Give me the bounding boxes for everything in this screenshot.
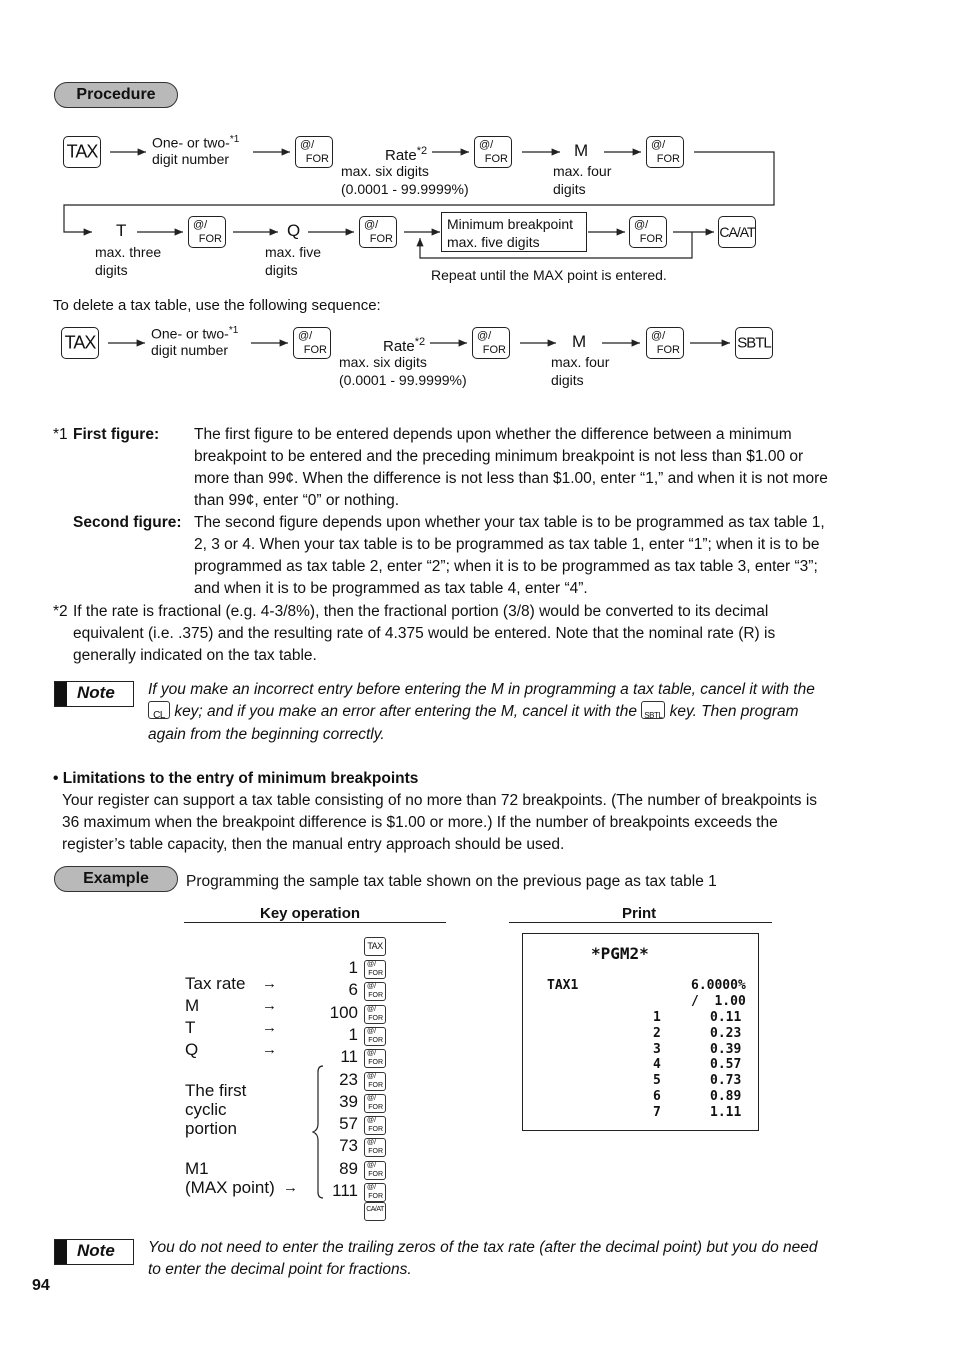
receipt-row-value: 0.57 [710,1057,742,1073]
note-badge-label: Note [77,1241,115,1260]
delete-intro: To delete a tax table, use the following sequence: [53,297,381,314]
m-note-1: max. four [551,354,610,370]
key-value: 23 [339,1069,358,1089]
footnote-2-text: If the rate is fractional (e.g. 4-3/8%), then the fractional portion (3/8) would be converted to its decimal equivalent (i.e. .375) and the resulting rate of 4.375 would be entered. Note that the nominal rate (R) is generally indicated on the tax table. [73,603,776,664]
receipt-row-value: 0.23 [710,1025,742,1041]
note-1-line-3: again from the beginning correctly. [148,726,385,743]
page-number: 94 [32,1277,50,1294]
key-operation-rule [184,922,446,923]
example-label: Example [54,866,178,892]
key-value: 11 [340,1047,358,1067]
note-badge [54,681,134,707]
caat-key-label: CA/AT [719,224,755,240]
limitations-heading: • Limitations to the entry of minimum breakpoints [53,770,419,787]
note-1-line-1: If you make an incorrect entry before entering the M in programming a tax table, cancel it with the [148,681,815,698]
sbtl-key-label: SBTL [737,334,771,352]
footnote-1-marker: *1 [53,426,68,443]
at-for-key-small: @/ FOR [364,1072,386,1091]
note-badge [54,1239,134,1265]
min-breakpoint-box [441,212,587,252]
t-row-label: T [185,1018,196,1037]
tax-key [63,136,101,168]
arrow: → [283,1179,298,1196]
first-cyclic-line-1: The first [185,1081,247,1100]
at-for-key-small: @/ FOR [364,982,386,1001]
min-breakpoint-line-2: max. five digits [447,234,540,250]
key-value: 111 [332,1181,358,1200]
first-cyclic-line-3: portion [185,1119,237,1138]
rate-note-2: (0.0001 - 99.9999%) [341,181,469,197]
tax-key-label: TAX [64,332,96,353]
receipt-header: *PGM2* [591,944,649,963]
procedure-label: Procedure [54,82,178,108]
arrow: → [262,975,277,992]
tax-rate-label: Tax rate [185,974,246,993]
min-breakpoint-line-1: Minimum breakpoint [447,216,574,232]
q-note-2: digits [265,262,298,278]
at-for-key: @/ FOR [293,327,331,359]
at-for-key: @/ FOR [629,216,667,248]
m-note-2: digits [551,372,584,388]
at-for-key-small: @/ FOR [364,1005,386,1024]
sbtl-key [735,327,773,359]
max-point-label: (MAX point) [185,1178,275,1197]
at-for-key: @/ FOR [472,327,510,359]
key-operation-header: Key operation [260,905,361,922]
first-figure-label: First figure: [73,426,160,443]
sbtl-key-inline: SBTL [641,701,665,719]
at-for-key-small: @/ FOR [364,1027,386,1046]
at-for-key-small: @/ FOR [364,1094,386,1113]
t-label: T [116,221,127,240]
tax-key-small: TAX [364,937,386,956]
arrow: → [262,1041,277,1058]
receipt-row-number: 4 [653,1057,661,1073]
rate-note-1: max. six digits [339,354,427,370]
receipt [522,933,759,1131]
rate-note-1: max. six digits [341,163,429,179]
t-note-1: max. three [95,244,162,260]
q-row-label: Q [185,1040,199,1059]
caat-key-small: CA/AT [364,1202,386,1221]
receipt-m-line: / 1.00 [691,994,746,1009]
note-badge-label: Note [77,683,115,702]
at-for-key-small: @/ FOR [364,1183,386,1202]
key-value: 39 [339,1091,358,1111]
tax-key-label: TAX [66,141,98,162]
receipt-row-value: 1.11 [710,1104,742,1120]
print-header: Print [622,905,657,922]
at-for-key-small: @/ FOR [364,1116,386,1135]
print-rule [509,922,772,923]
receipt-rate: 6.0000% [691,978,746,993]
q-label: Q [287,221,301,240]
second-figure-text: The second figure depends upon whether your tax table is to be programmed as tax table 1, 2, 3 or 4. When your tax table is to be programmed as tax table 1, enter “1”; when it is to be programmed as tax table 2, enter “2”; when it is to be programmed as tax table 3, enter “3”; and when it is to be programmed as tax table 4, enter “4”. [194,514,825,597]
receipt-row-value: 0.39 [710,1041,742,1057]
digits-note-2: digit number [152,151,230,167]
at-for-key: @/ FOR [188,216,226,248]
arrow: → [262,997,277,1014]
repeat-note: Repeat until the MAX point is entered. [431,267,667,283]
rate-label: Rate$^{*2}$ [383,336,426,355]
key-value: 1 [348,1024,358,1044]
digits-note-1: One- or two-$^{*1}$ [151,325,239,342]
receipt-row-number: 6 [653,1089,661,1104]
digits-note-1: One- or two-$^{*1}$ [152,134,240,151]
m-label: M [574,141,589,160]
cl-key: CL [148,701,170,719]
key-value: 100 [329,1002,358,1022]
m-row-label: M [185,996,200,1015]
at-for-key: @/ FOR [646,136,684,168]
q-note-1: max. five [265,244,322,260]
at-for-key-small: @/ FOR [364,1138,386,1157]
receipt-tax-label: TAX1 [547,978,579,993]
m-note-1: max. four [553,163,612,179]
arrow: → [262,1019,277,1036]
at-for-key: @/ FOR [474,136,512,168]
at-for-key: @/ FOR [646,327,684,359]
m1-label: M1 [185,1159,209,1178]
caat-key [718,216,756,248]
key-operation-column [318,935,390,1225]
note-2-line-2: to enter the decimal point for fractions. [148,1261,412,1278]
receipt-row-value: 0.11 [710,1010,742,1025]
at-for-key-small: @/ FOR [364,1161,386,1180]
key-value: 1 [348,958,358,977]
receipt-row-number: 1 [653,1010,661,1025]
receipt-row-number: 3 [653,1041,661,1057]
digits-note-2: digit number [151,342,229,358]
first-cyclic-line-2: cyclic [185,1100,227,1119]
receipt-row-number: 5 [653,1073,661,1089]
receipt-row-number: 2 [653,1025,661,1041]
second-figure-label: Second figure: [73,514,182,531]
receipt-row-number: 7 [653,1104,661,1120]
at-for-key: @/ FOR [359,216,397,248]
first-figure-text: The first figure to be entered depends upon whether the difference between a minimum breakpoint to be entered and the preceding minimum breakpoint is not less than $1.00 or more than 99¢. When the difference is not less than $1.00, enter “1,” and when it is not more than 99¢, enter “0” or nothing. [194,426,828,509]
key-value: 73 [339,1136,358,1156]
at-for-key-small: @/ FOR [364,1049,386,1068]
at-for-key: @/ FOR [295,136,333,168]
tax-key [61,327,99,359]
footnote-2-marker: *2 [53,603,68,620]
m-label: M [572,332,587,351]
note-1-line-2: CL key; and if you make an error after entering the M, cancel it with the SBTL key. Then program [148,701,799,723]
key-value: 89 [339,1158,358,1178]
t-note-2: digits [95,262,128,278]
key-value: 57 [339,1114,358,1134]
receipt-row-value: 0.73 [710,1073,742,1089]
example-description: Programming the sample tax table shown on the previous page as tax table 1 [186,873,717,890]
limitations-text: Your register can support a tax table consisting of no more than 72 breakpoints. (The number of breakpoints is 36 maximum when the breakpoint difference is $1.00 or more.) If the number of breakpoints exceeds the register’s table capacity, then the manual entry approach should be used. [62,792,818,853]
at-for-key-small: @/ FOR [364,960,386,979]
m-note-2: digits [553,181,586,197]
key-value: 6 [348,980,358,1000]
rate-label: Rate$^{*2}$ [385,145,428,164]
note-2-line-1: You do not need to enter the trailing zeros of the tax rate (after the decimal point) but you do need [148,1239,818,1256]
rate-note-2: (0.0001 - 99.9999%) [339,372,467,388]
receipt-row-value: 0.89 [710,1089,742,1104]
